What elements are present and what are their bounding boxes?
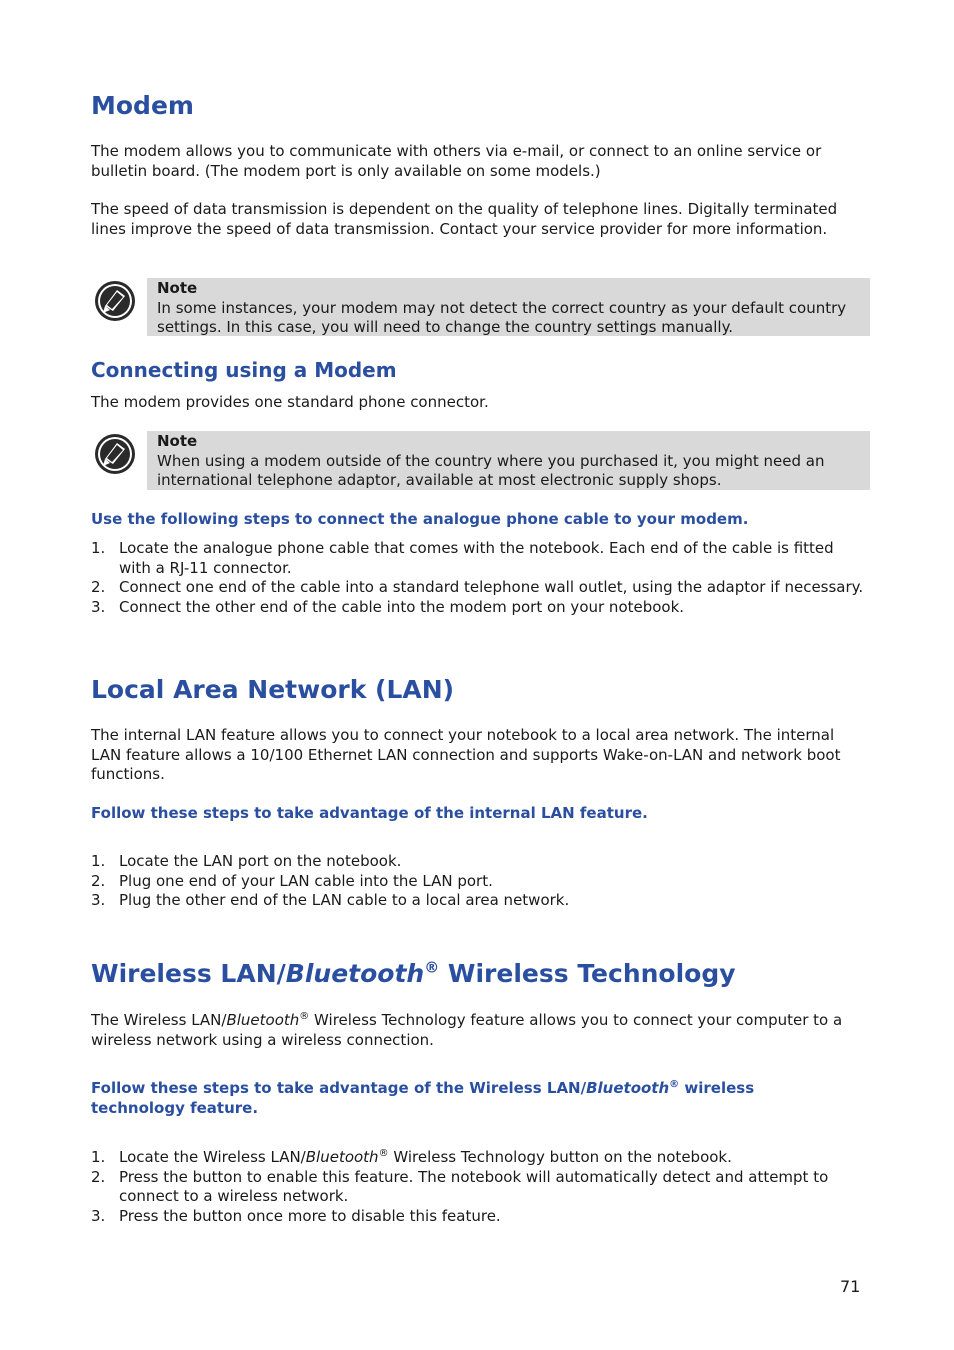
list-item: 3. Connect the other end of the cable into the modem port on your notebook. — [91, 597, 685, 616]
page-number: 71 — [840, 1277, 861, 1296]
note-body: In some instances, your modem may not detect the correct country as your default country settings. In this case, you will need to change the country settings manually. — [157, 298, 847, 336]
heading-lan: Local Area Network (LAN) — [91, 675, 455, 704]
list-item: 1. Locate the Wireless LAN/Bluetooth® Wireless Technology button on the notebook. — [91, 1148, 732, 1166]
pen-note-icon — [93, 279, 137, 323]
note-title: Note — [157, 432, 198, 450]
modem-paragraph-2: The speed of data transmission is dependent on the quality of telephone lines. Digitally terminated lines improve the speed of data transmission. Contact your service provider for more information. — [91, 200, 838, 238]
list-item: 2. Press the button to enable this feature. The notebook will automatically detect and attempt to connect to a wireless network. — [91, 1167, 829, 1205]
heading-modem: Modem — [91, 91, 194, 120]
list-item: 2. Connect one end of the cable into a standard telephone wall outlet, using the adaptor if necessary. — [91, 578, 864, 596]
note-title: Note — [157, 279, 198, 297]
list-item: 1. Locate the LAN port on the notebook. — [91, 852, 402, 870]
list-item: 1. Locate the analogue phone cable that comes with the notebook. Each end of the cable is fitted with a RJ-11 connector. — [91, 539, 834, 577]
pen-note-icon — [93, 432, 137, 476]
lan-paragraph: The internal LAN feature allows you to connect your notebook to a local area network. The internal LAN feature allows a 10/100 Ethernet LAN connection and supports Wake-on-LAN and network boot functions. — [91, 726, 841, 783]
lan-steps-lead: Follow these steps to take advantage of the internal LAN feature. — [91, 804, 648, 822]
lan-steps-list — [91, 852, 866, 911]
connecting-steps-lead: Use the following steps to connect the analogue phone cable to your modem. — [91, 510, 749, 528]
connecting-steps-list — [91, 539, 866, 617]
wireless-paragraph: The Wireless LAN/Bluetooth® Wireless Technology feature allows you to connect your computer to a wireless network using a wireless connection. — [91, 1011, 843, 1049]
connecting-paragraph: The modem provides one standard phone connector. — [91, 393, 489, 411]
heading-wireless: Wireless LAN/Bluetooth® Wireless Technology — [91, 958, 736, 988]
wireless-steps-lead: Follow these steps to take advantage of the Wireless LAN/Bluetooth® wireless technology feature. — [91, 1079, 755, 1117]
list-item: 3. Press the button once more to disable this feature. — [91, 1206, 501, 1225]
list-item: 2. Plug one end of your LAN cable into the LAN port. — [91, 871, 493, 890]
heading-connecting-modem: Connecting using a Modem — [91, 358, 397, 382]
wireless-steps-list — [91, 1148, 866, 1226]
modem-paragraph-1: The modem allows you to communicate with others via e-mail, or connect to an online service or bulletin board. (The modem port is only available on some models.) — [91, 142, 822, 180]
note-body: When using a modem outside of the country where you purchased it, you might need an international telephone adaptor, available at most electronic supply shops. — [157, 451, 825, 489]
list-item: 3. Plug the other end of the LAN cable to a local area network. — [91, 891, 570, 909]
